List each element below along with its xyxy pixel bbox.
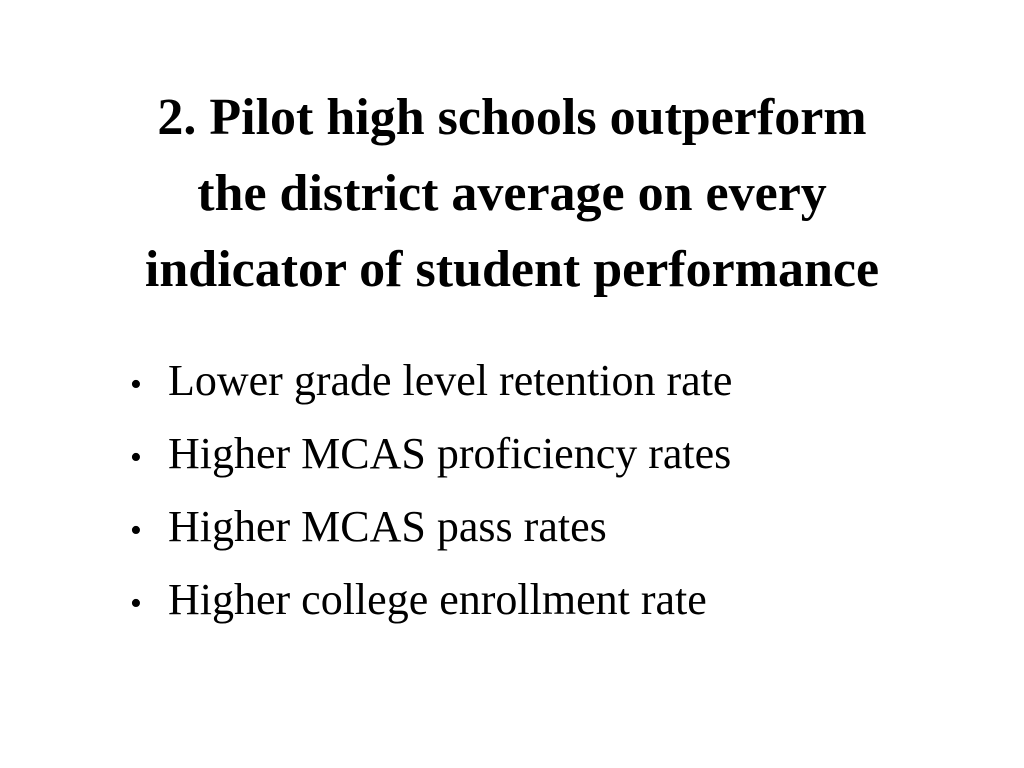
bullet-text: Lower grade level retention rate	[168, 356, 733, 405]
bullet-dot-icon: •	[130, 512, 142, 549]
title-line-1: 2. Pilot high schools outperform	[157, 89, 867, 146]
bullet-text: Higher MCAS pass rates	[168, 502, 607, 551]
bullet-list	[130, 352, 732, 644]
bullet-dot-icon: •	[130, 585, 142, 622]
bullet-text: Higher college enrollment rate	[168, 575, 707, 624]
bullet-text: Higher MCAS proficiency rates	[168, 429, 732, 478]
bullet-dot-icon: •	[130, 439, 142, 476]
bullet-dot-icon: •	[130, 366, 142, 403]
bullet-item-proficiency	[130, 425, 732, 498]
bullet-item-pass-rates	[130, 498, 732, 571]
bullet-item-college-enrollment	[130, 571, 732, 644]
title-line-3: indicator of student performance	[144, 241, 880, 298]
title-line-2: the district average on every	[197, 165, 827, 222]
bullet-item-retention	[130, 352, 732, 425]
slide-title	[20, 80, 1004, 308]
